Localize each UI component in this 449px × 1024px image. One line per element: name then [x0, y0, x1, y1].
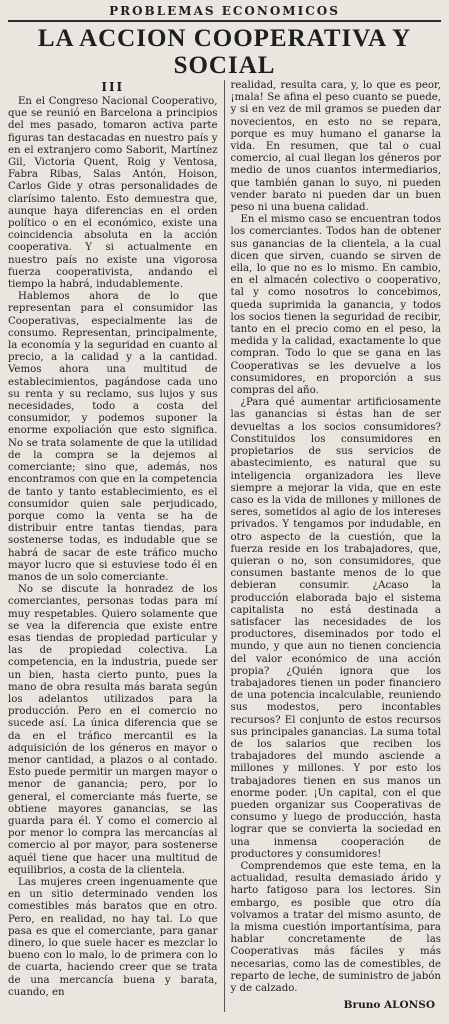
paragraph-continued: realidad, resulta cara, y, lo que es peor, ¡mala! Se afina el peso cuanto se puede, y si en vez de mil gramos se pueden dar novecientos, en esto no se repara, porque es muy humano el ganarse la vida. En resumen, que tal o cual comercio, al cual llegan los géneros por medio de unos cuantos intermediarios, que también ganan lo suyo, ni pueden vender barato ni pueden dar un buen peso ni una buena calidad. — [230, 80, 441, 214]
paragraph: En el mismo caso se encuentran todos los comerciantes. Todos han de obtener sus ganancias de la clientela, a la cual dicen que sirven, cuando se sirven de ella, lo que no es lo mismo. En cambio, en el almacén colectivo o cooperativo, tal y como nosotros lo concebimos, queda suprimida la ganancia, y todos los socios tienen la seguridad de recibir, tanto en el precio como en el peso, la medida y la calidad, exactamente lo que compran. Todo lo que se gana en las Cooperativas se les devuelve a los consumidores, en proporción a sus compras del año. — [230, 214, 441, 397]
part-number: III — [101, 80, 125, 94]
header-rule — [8, 20, 441, 22]
paragraph: Hablemos ahora de lo que representan para el consumidor las Cooperativas, especialmente las de consumo. Representan, principalmente, la economía y la seguridad en cuanto al precio, a la calidad y a la cantidad. Vemos ahora una multitud de establecimientos, pagándose cada uno su renta y su reclamo, sus lujos y sus necesidades, todo a costa del consumidor, y podemos suponer la enorme expoliación que esto significa. No se trata solamente de que la utilidad de la compra se la dejemos al comerciante; sino que, además, nos encontramos con que en la competencia de tanto y tanto establecimiento, es el consumidor quien sale perjudicado, porque como la venta se ha de distribuir entre tantas tiendas, para sostenerse todas, es indudable que se habrá de sacar de este tráfico mucho mayor lucro que si estuviese todo él en manos de un solo comerciante. — [8, 291, 218, 583]
paragraph: Comprendemos que este tema, en la actualidad, resulta demasiado árido y harto fatigoso para los lectores. Sin embargo, es posible que otro día volvamos a tratar del mismo asunto, de la misma cuestión importantísima, para hablar concretamente de las Cooperativas más fáciles y más necesarias, como las de comestibles, de reparto de leche, de suministro de jabón y de calzado. — [230, 861, 441, 995]
paragraph: ¿Para qué aumentar artificiosamente las ganancias si éstas han de ser devueltas a los socios consumidores? Constituidos los consumidores en propietarios de sus servicios de abastecimiento, es natural que su inteligencia organizadora les lleve siempre a mejorar la vida, que en este caso es la vida de millones y millones de seres, sometidos al agio de los intereses privados. Y tengamos por indudable, en otro aspecto de la cuestión, que la fuerza reside en los trabajadores, que, quieran o no, son consumidores, que consumen bastante menos de lo que debieran consumir. ¿Acaso la producción elaborada bajo el sistema capitalista no está destinada a satisfacer las necesidades de los productores, diseminados por todo el mundo, y que aun no tienen conciencia del valor económico de una acción propia? ¿Quién ignora que los trabajadores tienen un poder financiero de una potencia incalculable, reuniendo sus modestos, pero incontables recursos? El conjunto de estos recursos sus principales ganancias. La suma total de los salarios que reciben los trabajadores del mundo asciende a millones y millones. Y por esto los trabajadores tienen en sus manos un enorme poder. ¡Un capital, con el que pueden organizar sus Cooperativas de consumo y luego de producción, hasta lograr que se convierta la sociedad en una inmensa cooperación de productores y consumidores! — [230, 397, 441, 860]
section-title: PROBLEMAS ECONOMICOS — [109, 4, 340, 18]
paragraph: En el Congreso Nacional Cooperativo, que se reunió en Barcelona a principios del mes pasado, tomaron activa parte figuras tan destacadas en nuestro país y en el extranjero como Saborit, Martínez Gil, Victoria Quent, Roig y Ventosa, Fabra Ribas, Salas Antón, Hoison, Carlos Gide y otras personalidades de clarísimo talento. Esto demuestra que, aunque haya diferencias en el orden político o en el económico, existe una coincidencia absoluta en la acción cooperativa. Y si actualmente en nuestro país no existe una vigorosa fuerza cooperativista, andando el tiempo la habrá, indudablemente. — [8, 96, 218, 291]
author-signature: Bruno ALONSO — [343, 999, 435, 1012]
headline-line-2: SOCIAL — [173, 52, 276, 79]
paragraph: Las mujeres creen ingenuamente que en un sitio determinado venden los comestibles más baratos que en otro. Pero, en realidad, no hay tal. Lo que pasa es que el comerciante, para ganar dinero, lo que suele hacer es mezclar lo bueno con lo malo, lo de primera con lo de cuarta, haciendo creer que se trata de una mercancía buena y barata, cuando, en — [8, 877, 218, 998]
headline-line-1: LA ACCION COOPERATIVA Y — [37, 25, 412, 52]
article-column-right — [225, 80, 442, 1012]
article-headline — [8, 25, 441, 79]
paragraph: No se discute la honradez de los comerciantes, personas todas para mí muy respetables. Quiero solamente que se vea la diferencia que existe entre esas tiendas de propiedad particular y las de propiedad colectiva. La competencia, en la industria, puede ser un bien, hasta cierto punto, pues la mano de obra resulta más barata según los adelantos utilizados para la producción. Pero en el comercio no sucede así. La única diferencia que se da en el tráfico mercantil es la adquisición de los géneros en mayor o menor cantidad, a plazos o al contado. Esto puede permitir un margen mayor o menor de ganancia; pero, por lo general, el comerciante más fuerte, se obtiene mayores ganancias, se las guarda para él. Y como el comercio al por menor lo compra las mercancías al comercio al por mayor, para sostenerse aquél tiene que hacer una multitud de equilibrios, a costa de la clientela. — [8, 584, 218, 876]
article-column-left — [8, 80, 225, 1012]
article-columns — [8, 80, 441, 1012]
